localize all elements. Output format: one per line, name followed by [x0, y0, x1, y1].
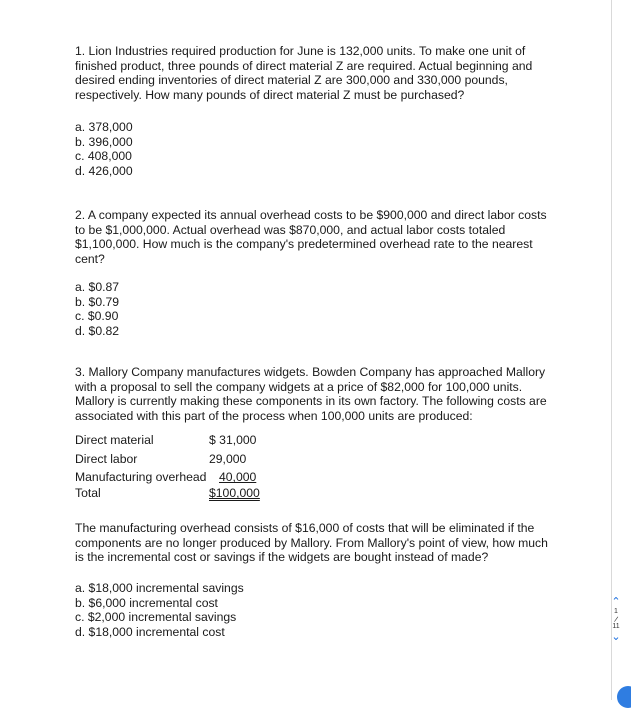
- question-2-option-d: d. $0.82: [75, 324, 120, 339]
- question-3-option-b: b. $6,000 incremental cost: [75, 595, 218, 610]
- cost-table: [75, 433, 289, 501]
- corner-action-button[interactable]: [617, 686, 631, 708]
- chevron-up-icon[interactable]: ⌃: [611, 596, 621, 608]
- chevron-down-icon[interactable]: ⌄: [611, 631, 621, 643]
- question-3-text: 3. Mallory Company manufactures widgets. Bowden Company has approached Mallory with a proposal to sell the company widgets at a price of $82,000 for 100,000 units. Mallory is currently making these components in its own factory. The following costs are associated with this part of the process when 100,000 units are produced:: [75, 365, 547, 424]
- cost-total-value: $100,000: [209, 486, 260, 501]
- question-2-option-a: a. $0.87: [75, 280, 120, 294]
- cost-label: Direct material: [75, 433, 154, 447]
- question-3-options: [75, 581, 244, 640]
- question-1-option-a: a. 378,000: [75, 120, 133, 134]
- question-3-option-a: a. $18,000 incremental savings: [75, 581, 244, 595]
- question-3-option-d: d. $18,000 incremental cost: [75, 625, 225, 640]
- cost-row-direct-material: [75, 433, 289, 452]
- question-1-text: 1. Lion Industries required production for June is 132,000 units. To make one unit of finished product, three pounds of direct material Z are required. Actual beginning and desired ending inventories of direct material Z are 300,000 and 330,000 pounds, respectively. How many pounds of direct material Z must be purchased?: [75, 44, 533, 103]
- question-2-text: 2. A company expected its annual overhead costs to be $900,000 and direct labor costs to be $1,000,000. Actual overhead was $870,000, and actual labor costs totaled $1,100,000. How much is the company's predetermined overhead rate to the nearest cent?: [75, 208, 547, 267]
- current-page-number: 1: [614, 608, 618, 615]
- cost-row-manufacturing-overhead: [75, 470, 289, 485]
- question-1-option-b: b. 396,000: [75, 134, 133, 149]
- question-1-option-d: d. 426,000: [75, 164, 133, 179]
- question-2-option-b: b. $0.79: [75, 294, 120, 309]
- page-separator: /: [613, 614, 619, 625]
- cost-value: $ 31,000: [209, 433, 257, 447]
- cost-row-total: [75, 485, 289, 501]
- question-1-option-c: c. 408,000: [75, 149, 132, 164]
- cost-value: 29,000: [209, 451, 247, 466]
- page-navigator: [609, 596, 623, 643]
- cost-label: Manufacturing overhead: [75, 470, 207, 485]
- question-3-option-c: c. $2,000 incremental savings: [75, 610, 237, 625]
- cost-value: 40,000: [219, 470, 257, 485]
- question-1-options: [75, 120, 133, 179]
- question-2-option-c: c. $0.90: [75, 309, 119, 324]
- cost-label: Direct labor: [75, 451, 138, 466]
- question-2-options: [75, 280, 119, 339]
- cost-row-direct-labor: [75, 452, 289, 471]
- total-page-count: 11: [612, 623, 620, 630]
- cost-total-label: Total: [75, 486, 101, 501]
- question-3-follow-text: The manufacturing overhead consists of $16,000 of costs that will be eliminated if the components are no longer produced by Mallory. From Mallory's point of view, how much is the incremental cost or savings if the widgets are bought instead of made?: [75, 521, 548, 565]
